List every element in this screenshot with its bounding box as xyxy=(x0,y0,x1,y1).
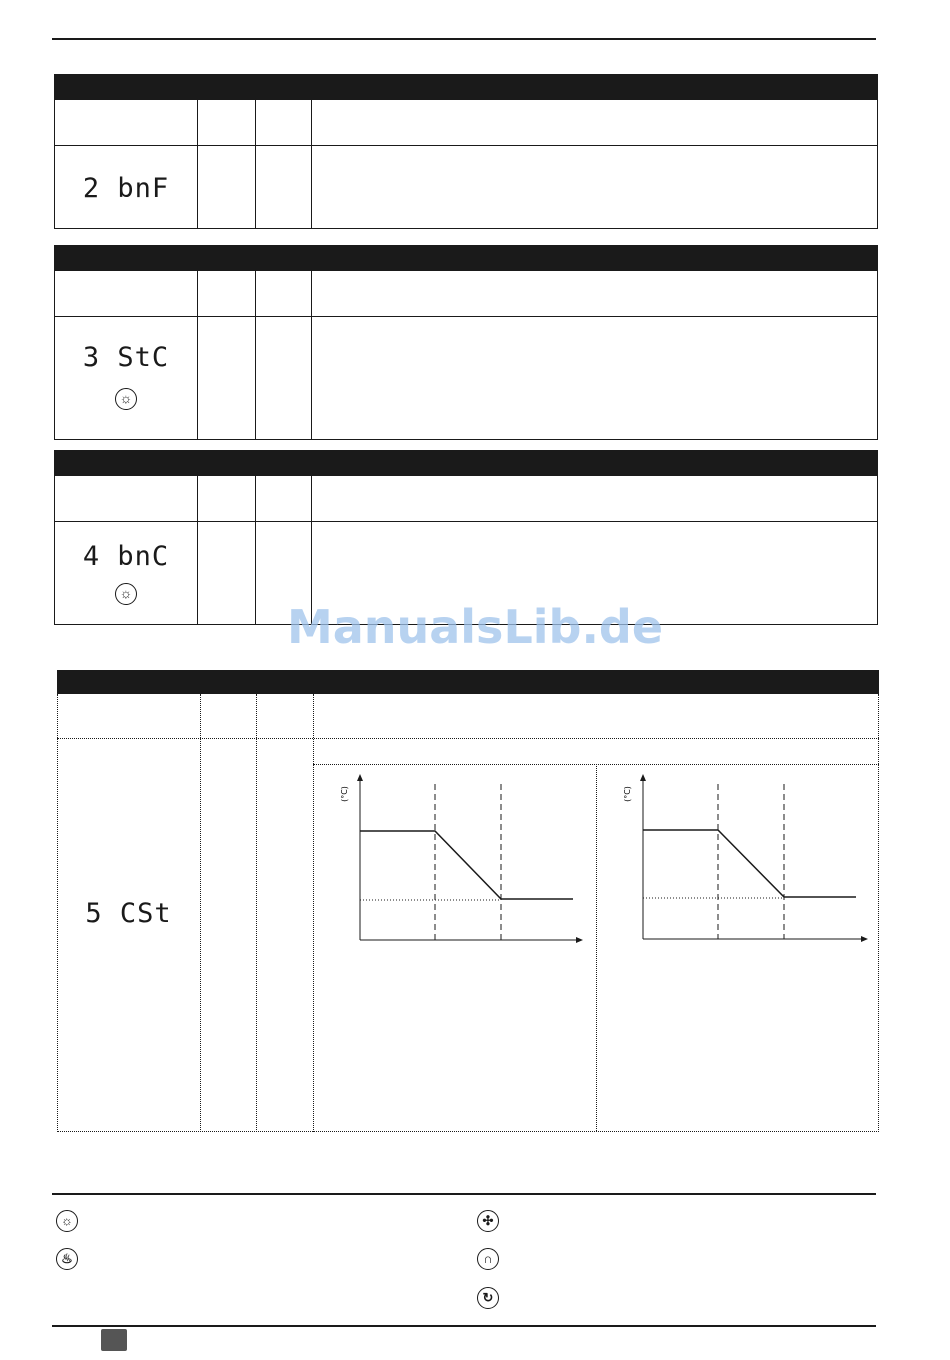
language-tab xyxy=(101,1329,127,1351)
lcd-code: 3 StC xyxy=(82,342,170,373)
table-header-bar xyxy=(55,246,877,271)
sun-icon: ☼ xyxy=(56,1210,78,1232)
y-axis-unit: (°C) xyxy=(623,786,632,802)
top-rule xyxy=(52,38,876,40)
watermark: ManualsLib.de xyxy=(286,600,664,654)
table-header-bar xyxy=(57,670,879,694)
lcd-code: 2 bnF xyxy=(82,173,170,204)
compensation-graph-right xyxy=(608,770,870,950)
pump-icon: ∩ xyxy=(477,1248,499,1270)
footer-rule xyxy=(52,1325,876,1327)
parameter-table-stc xyxy=(54,245,878,440)
sun-icon: ☼ xyxy=(115,583,137,605)
cycle-icon: ↻ xyxy=(477,1287,499,1309)
parameter-table-bnc xyxy=(54,450,878,625)
table-header-bar xyxy=(55,451,877,476)
lcd-code: 5 CSt xyxy=(85,898,172,929)
legend-rule xyxy=(52,1193,876,1195)
parameter-table-cst xyxy=(57,670,879,1132)
fan-icon: ✣ xyxy=(477,1210,499,1232)
table-row xyxy=(55,316,877,440)
sun-icon: ☼ xyxy=(115,388,137,410)
tap-icon: ♨ xyxy=(56,1248,78,1270)
lcd-code: 4 bnC xyxy=(82,541,170,572)
parameter-table-bnf xyxy=(54,74,878,229)
compensation-graph-left xyxy=(325,770,585,950)
table-header-bar xyxy=(55,75,877,100)
y-axis-unit: (°C) xyxy=(340,786,349,802)
